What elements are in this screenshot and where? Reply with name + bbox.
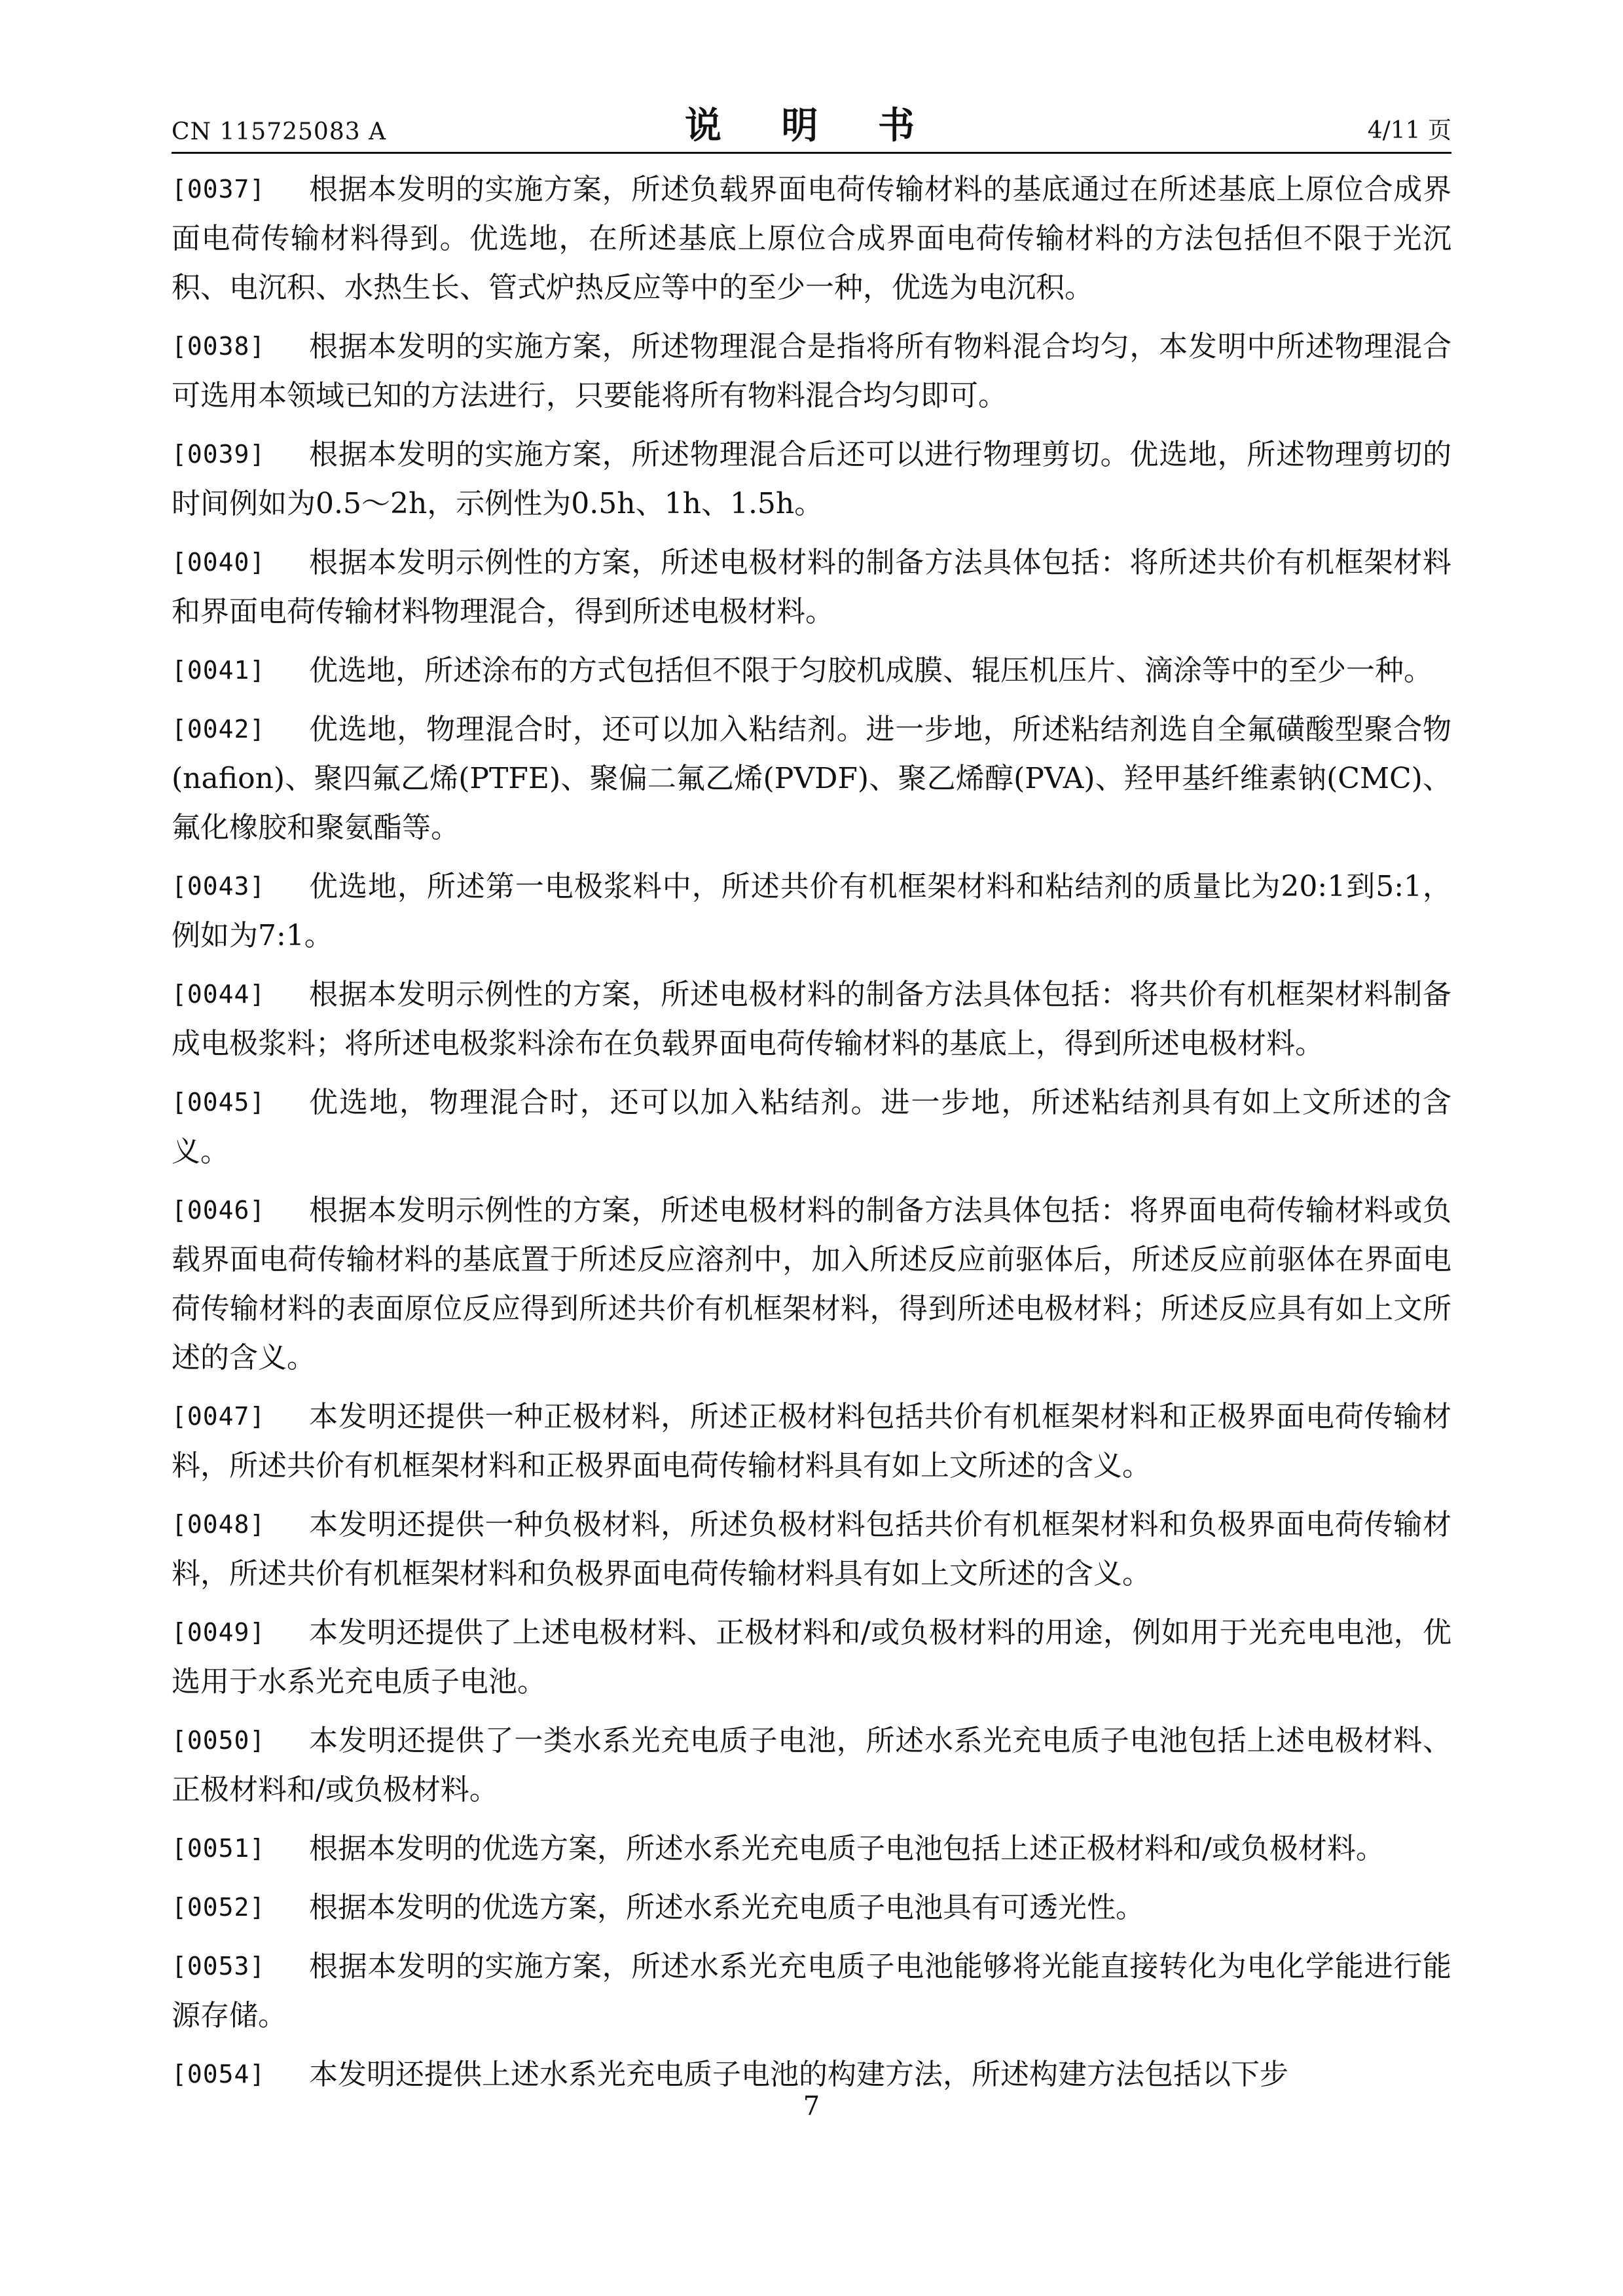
header-rule — [172, 152, 1451, 154]
paragraph-0048 — [172, 1500, 1451, 1598]
paragraph-number: [0054] — [172, 2060, 266, 2089]
paragraph-number: [0049] — [172, 1618, 266, 1647]
paragraph-text: 优选地，物理混合时，还可以加入粘结剂。进一步地，所述粘结剂具有如上文所述的含义。 — [172, 1086, 1451, 1168]
paragraph-text: 优选地，所述第一电极浆料中，所述共价有机框架材料和粘结剂的质量比为20:1到5:1，例如为7:1。 — [172, 870, 1451, 952]
paragraph-0039 — [172, 430, 1451, 528]
paragraph-0042 — [172, 705, 1451, 852]
paragraph-text: 优选地，所述涂布的方式包括但不限于匀胶机成膜、辊压机压片、滴涂等中的至少一种。 — [309, 654, 1432, 687]
paragraph-text: 本发明还提供一种负极材料，所述负极材料包括共价有机框架材料和负极界面电荷传输材料，所述共价有机框架材料和负极界面电荷传输材料具有如上文所述的含义。 — [172, 1508, 1451, 1590]
paragraph-0046 — [172, 1186, 1451, 1382]
paragraph-0050 — [172, 1716, 1451, 1814]
paragraph-0053 — [172, 1942, 1451, 2040]
page-count: 4/11 页 — [1367, 117, 1451, 144]
paragraph-text: 根据本发明的优选方案，所述水系光充电质子电池具有可透光性。 — [309, 1891, 1144, 1924]
paragraph-text: 根据本发明示例性的方案，所述电极材料的制备方法具体包括：将共价有机框架材料制备成电极浆料；将所述电极浆料涂布在负载界面电荷传输材料的基底上，得到所述电极材料。 — [172, 978, 1451, 1060]
paragraph-0047 — [172, 1392, 1451, 1490]
paragraph-number: [0040] — [172, 548, 266, 577]
paragraph-number: [0037] — [172, 175, 266, 204]
page-number: 7 — [803, 2091, 820, 2121]
paragraph-number: [0053] — [172, 1952, 266, 1981]
paragraph-text: 根据本发明示例性的方案，所述电极材料的制备方法具体包括：将所述共价有机框架材料和界面电荷传输材料物理混合，得到所述电极材料。 — [172, 546, 1451, 628]
paragraph-text: 本发明还提供一种正极材料，所述正极材料包括共价有机框架材料和正极界面电荷传输材料，所述共价有机框架材料和正极界面电荷传输材料具有如上文所述的含义。 — [172, 1400, 1451, 1482]
document-title: 说 明 书 — [685, 104, 938, 147]
paragraph-text: 根据本发明的实施方案，所述水系光充电质子电池能够将光能直接转化为电化学能进行能源存储。 — [172, 1950, 1451, 2032]
paragraph-text: 根据本发明示例性的方案，所述电极材料的制备方法具体包括：将界面电荷传输材料或负载界面电荷传输材料的基底置于所述反应溶剂中，加入所述反应前驱体后，所述反应前驱体在界面电荷传输材料的表面原位反应得到所述共价有机框架材料，得到所述电极材料；所述反应具有如上文所述的含义。 — [172, 1194, 1451, 1374]
paragraph-number: [0042] — [172, 715, 266, 744]
paragraph-number: [0050] — [172, 1726, 266, 1755]
paragraph-text: 本发明还提供上述水系光充电质子电池的构建方法，所述构建方法包括以下步 — [309, 2058, 1288, 2091]
paragraph-text: 根据本发明的实施方案，所述负载界面电荷传输材料的基底通过在所述基底上原位合成界面电荷传输材料得到。优选地，在所述基底上原位合成界面电荷传输材料的方法包括但不限于光沉积、电沉积、水热生长、管式炉热反应等中的至少一种，优选为电沉积。 — [172, 173, 1451, 304]
paragraph-number: [0052] — [172, 1893, 266, 1922]
paragraph-number: [0048] — [172, 1510, 266, 1539]
paragraph-text: 本发明还提供了上述电极材料、正极材料和/或负极材料的用途，例如用于光充电电池，优选用于水系光充电质子电池。 — [172, 1616, 1451, 1698]
paragraph-0051 — [172, 1824, 1451, 1873]
paragraph-0037 — [172, 165, 1451, 312]
paragraph-text: 根据本发明的实施方案，所述物理混合是指将所有物料混合均匀，本发明中所述物理混合可选用本领域已知的方法进行，只要能将所有物料混合均匀即可。 — [172, 330, 1451, 412]
document-body — [172, 165, 1451, 2099]
paragraph-number: [0038] — [172, 332, 266, 361]
paragraph-0049 — [172, 1608, 1451, 1706]
paragraph-text: 根据本发明的实施方案，所述物理混合后还可以进行物理剪切。优选地，所述物理剪切的时间例如为0.5～2h，示例性为0.5h、1h、1.5h。 — [172, 438, 1451, 520]
publication-number: CN 115725083 A — [172, 118, 387, 145]
paragraph-0045 — [172, 1078, 1451, 1176]
paragraph-number: [0046] — [172, 1196, 266, 1225]
paragraph-number: [0045] — [172, 1088, 266, 1117]
paragraph-number: [0041] — [172, 656, 266, 685]
paragraph-0040 — [172, 538, 1451, 636]
paragraph-0038 — [172, 322, 1451, 420]
paragraph-number: [0051] — [172, 1834, 266, 1863]
paragraph-0044 — [172, 970, 1451, 1068]
paragraph-text: 根据本发明的优选方案，所述水系光充电质子电池包括上述正极材料和/或负极材料。 — [309, 1832, 1385, 1865]
paragraph-text: 本发明还提供了一类水系光充电质子电池，所述水系光充电质子电池包括上述电极材料、正极材料和/或负极材料。 — [172, 1724, 1451, 1806]
paragraph-text: 优选地，物理混合时，还可以加入粘结剂。进一步地，所述粘结剂选自全氟磺酸型聚合物(nafion)、聚四氟乙烯(PTFE)、聚偏二氟乙烯(PVDF)、聚乙烯醇(PVA)、羟甲基纤维素钠(CMC)、氟化橡胶和聚氨酯等。 — [172, 713, 1451, 844]
paragraph-0052 — [172, 1883, 1451, 1932]
page-header — [172, 97, 1451, 149]
paragraph-0041 — [172, 646, 1451, 695]
paragraph-number: [0044] — [172, 980, 266, 1009]
paragraph-number: [0047] — [172, 1402, 266, 1431]
paragraph-0043 — [172, 862, 1451, 960]
paragraph-number: [0043] — [172, 872, 266, 901]
paragraph-number: [0039] — [172, 440, 266, 469]
